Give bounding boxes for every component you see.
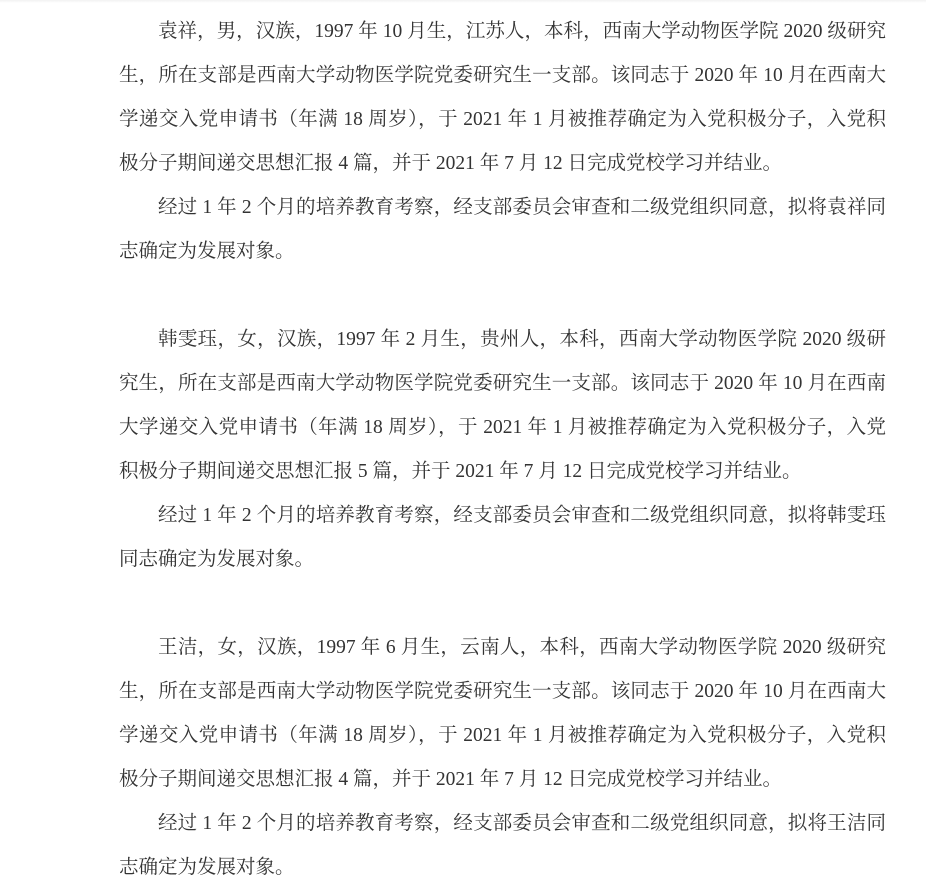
candidate-conclusion-paragraph: 经过 1 年 2 个月的培养教育考察，经支部委员会审查和二级党组织同意，拟将韩雯珏同志确定为发展对象。 bbox=[119, 505, 886, 570]
candidate-conclusion-paragraph: 经过 1 年 2 个月的培养教育考察，经支部委员会审查和二级党组织同意，拟将袁祥同志确定为发展对象。 bbox=[119, 197, 886, 262]
candidate-intro-paragraph: 王洁，女，汉族，1997 年 6 月生，云南人，本科，西南大学动物医学院 2020 级研究生，所在支部是西南大学动物医学院党委研究生一支部。该同志于 2020 年 10 月在西南大学递交入党申请书（年满 18 周岁），于 2021 年 1 月被推荐确定为入党积极分子，入党积极分子期间递交思想汇报 4 篇，并于 2021 年 7 月 12 日完成党校学习并结业。 bbox=[119, 637, 886, 790]
candidate-intro-paragraph: 袁祥，男，汉族，1997 年 10 月生，江苏人，本科，西南大学动物医学院 2020 级研究生，所在支部是西南大学动物医学院党委研究生一支部。该同志于 2020 年 10 月在西南大学递交入党申请书（年满 18 周岁），于 2021 年 1 月被推荐确定为入党积极分子，入党积极分子期间递交思想汇报 4 篇，并于 2021 年 7 月 12 日完成党校学习并结业。 bbox=[119, 21, 886, 174]
page-top-edge bbox=[0, 0, 926, 3]
candidate-intro-paragraph: 韩雯珏，女，汉族，1997 年 2 月生，贵州人，本科，西南大学动物医学院 2020 级研究生，所在支部是西南大学动物医学院党委研究生一支部。该同志于 2020 年 10 月在西南大学递交入党申请书（年满 18 周岁），于 2021 年 1 月被推荐确定为入党积极分子，入党积极分子期间递交思想汇报 5 篇，并于 2021 年 7 月 12 日完成党校学习并结业。 bbox=[119, 329, 886, 482]
candidate-section-hanwenjue bbox=[119, 318, 886, 582]
candidate-section-wangjie bbox=[119, 626, 886, 890]
candidate-conclusion-paragraph: 经过 1 年 2 个月的培养教育考察，经支部委员会审查和二级党组织同意，拟将王洁同志确定为发展对象。 bbox=[119, 813, 886, 878]
candidate-section-yuanxiang bbox=[119, 10, 886, 274]
